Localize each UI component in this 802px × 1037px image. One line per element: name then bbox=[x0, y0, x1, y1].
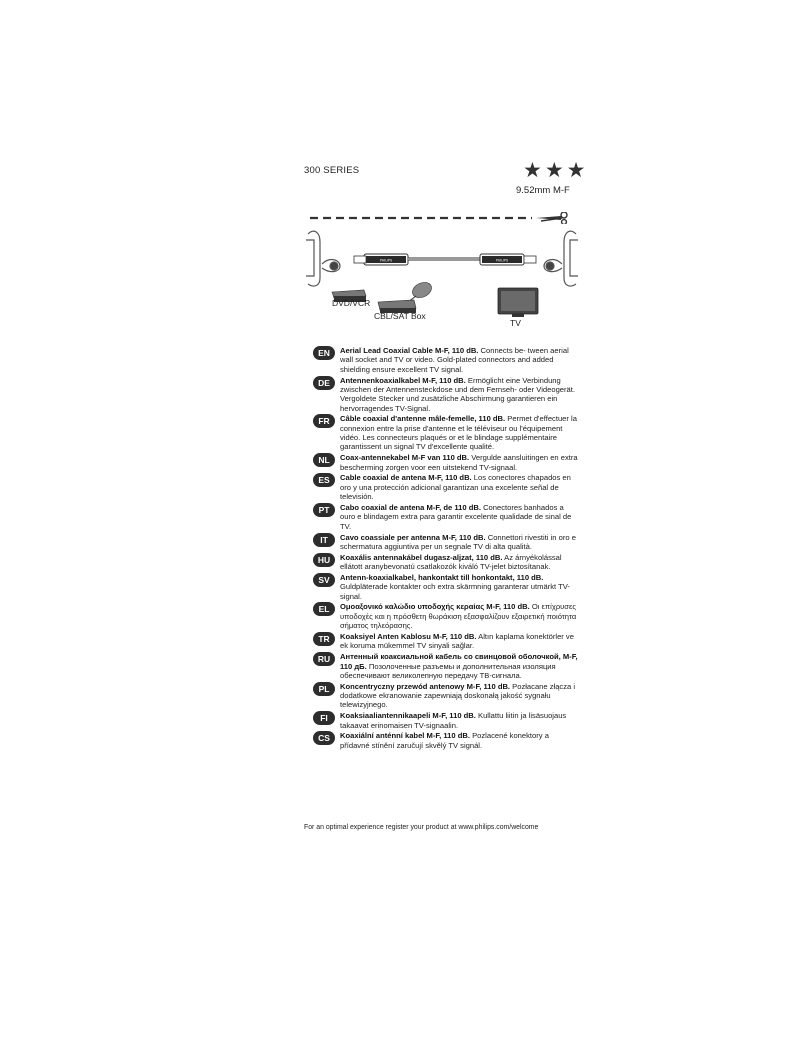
lang-body: Guldpläterade kontakter och extra skärmning garanterar utmärkt TV-signal. bbox=[340, 582, 570, 601]
brand-label-left: PHILIPS bbox=[379, 258, 393, 263]
lang-body: Pozłacane złącza i dodatkowe ekranowanie zapewniają doskonałą jakość sygnału telewizyjnego. bbox=[340, 681, 576, 710]
lang-title: Coax-antennekabel M-F van 110 dB. bbox=[340, 453, 470, 463]
lang-title: Koaksiyel Anten Kablosu M-F, 110 dB. bbox=[340, 631, 477, 641]
lang-text bbox=[340, 632, 579, 651]
lang-text bbox=[340, 602, 579, 630]
lang-text bbox=[340, 573, 579, 601]
lang-body: Conectores banhados a ouro e blindagem extra para garantir excelente qualidade de sinal de TV. bbox=[340, 503, 572, 531]
lang-text bbox=[340, 533, 579, 552]
scissors-icon bbox=[536, 212, 567, 224]
lang-text bbox=[340, 503, 579, 531]
lang-body: Az árnyékolással ellátott aranybevonatú csatlakozók kiváló TV-jelet biztosítanak. bbox=[340, 552, 562, 572]
lang-body: Kullattu liitin ja lisäsuojaus takaavat erinomaisen TV-signaalin. bbox=[340, 711, 567, 730]
lang-entry-fi bbox=[313, 711, 579, 730]
rating-stars: ★★★ bbox=[523, 159, 589, 182]
lang-title: Koncentryczny przewód antenowy M-F, 110 dB. bbox=[340, 681, 511, 691]
lang-body: Οι επίχρυσες υποδοχές και η πρόσθετη θωράκιση εξασφαλίζουν εξαιρετική ποιότητα σήματος τηλεόρασης. bbox=[340, 602, 577, 631]
lang-title: Koaksiaaliantennikaapeli M-F, 110 dB. bbox=[340, 711, 476, 721]
lang-text bbox=[340, 346, 579, 374]
lang-title: Cavo coassiale per antenna M-F, 110 dB. bbox=[340, 532, 486, 542]
lang-text bbox=[340, 682, 579, 710]
lang-badge: TR bbox=[313, 632, 335, 646]
lang-entry-es bbox=[313, 473, 579, 501]
lang-badge: NL bbox=[313, 453, 335, 467]
lang-text bbox=[340, 473, 579, 501]
lang-text bbox=[340, 414, 579, 451]
lang-body: Altın kaplama konektörler ve ek koruma mükemmel TV sinyali sağlar. bbox=[340, 631, 574, 651]
lang-title: Antenn-koaxialkabel, hankontakt till honkontakt, 110 dB. bbox=[340, 572, 544, 582]
lang-text bbox=[340, 553, 579, 572]
lang-body: Permet d'effectuer la connexion entre la prise d'antenne et le téléviseur ou l'équipement vidéo. Les connecteurs plaqués or et le blindage supplémentaire garantissent un signal TV d'excellente qualité. bbox=[340, 414, 577, 452]
lang-entry-sv bbox=[313, 573, 579, 601]
lang-title: Aerial Lead Coaxial Cable M-F, 110 dB. bbox=[340, 346, 479, 355]
lang-entry-pt bbox=[313, 503, 579, 531]
lang-text bbox=[340, 652, 579, 680]
lang-badge: CS bbox=[313, 731, 335, 745]
lang-badge: FR bbox=[313, 414, 335, 428]
lang-text bbox=[340, 453, 579, 472]
register-footer: For an optimal experience register your product at www.philips.com/welcome bbox=[304, 824, 539, 831]
lang-body: Pozlacené konektory a přídavné stínění zaručují skvělý TV signál. bbox=[340, 731, 549, 750]
lang-entry-hu bbox=[313, 553, 579, 572]
left-wall-socket bbox=[306, 231, 340, 286]
lang-badge: IT bbox=[313, 533, 335, 547]
lang-body: Connettori rivestiti in oro e schermatura aggiuntiva per un segnale TV di alta qualità. bbox=[340, 532, 576, 551]
lang-title: Koaxális antennakábel dugasz-aljzat, 110 dB. bbox=[340, 552, 503, 562]
lang-badge: PT bbox=[313, 503, 335, 517]
lang-title: Ομοαξονικό καλώδιο υποδοχής κεραίας M-F, 110 dB. bbox=[340, 602, 530, 612]
lang-body: Vergulde aansluitingen en extra bescherming zorgen voor een uitstekend TV-signaal. bbox=[340, 453, 578, 472]
tv-label: TV bbox=[510, 318, 521, 328]
lang-entry-ru bbox=[313, 652, 579, 680]
lang-text bbox=[340, 731, 579, 750]
lang-entry-pl bbox=[313, 682, 579, 710]
lang-title: Cabo coaxial de antena M-F, de 110 dB. bbox=[340, 503, 481, 512]
cable bbox=[354, 254, 536, 265]
language-list bbox=[313, 346, 579, 752]
lang-text bbox=[340, 376, 579, 413]
lang-badge: SV bbox=[313, 573, 335, 587]
lang-entry-de bbox=[313, 376, 579, 413]
lang-badge: EL bbox=[313, 602, 335, 616]
lang-badge: EN bbox=[313, 346, 335, 360]
lang-badge: FI bbox=[313, 711, 335, 725]
lang-body: Ermöglicht eine Verbindung zwischen der Antennensteckdose und dem Fernseh- oder Videogerät. Vergoldete Stecker und zusätzliche Abschirmung garantieren ein hervorragendes TV-Signal. bbox=[340, 375, 575, 413]
lang-title: Антенный коаксиальной кабель со свинцовой оболочкой, M-F, 110 дБ. bbox=[340, 652, 578, 671]
lang-entry-tr bbox=[313, 632, 579, 651]
lang-badge: DE bbox=[313, 376, 335, 390]
lang-entry-nl bbox=[313, 453, 579, 472]
lang-body: Позолоченные разъемы и дополнительная изоляция обеспечивают великолепную передачу ТВ-сигнала. bbox=[340, 661, 556, 680]
lang-badge: RU bbox=[313, 652, 335, 666]
lang-entry-fr bbox=[313, 414, 579, 451]
cbl-sat-box-label: CBL/SAT Box bbox=[374, 311, 426, 321]
lang-entry-en bbox=[313, 346, 579, 374]
satellite-box-icon bbox=[378, 279, 434, 313]
lang-title: Câble coaxial d'antenne mâle-femelle, 110 dB. bbox=[340, 414, 506, 424]
lang-entry-cs bbox=[313, 731, 579, 750]
lang-title: Antennenkoaxialkabel M-F, 110 dB. bbox=[340, 375, 466, 385]
lang-title: Cable coaxial de antena M-F, 110 dB. bbox=[340, 473, 472, 483]
lang-title: Koaxiální anténní kabel M-F, 110 dB. bbox=[340, 731, 470, 741]
right-wall-socket bbox=[544, 231, 578, 286]
lang-text bbox=[340, 711, 579, 730]
lang-body: Los conectores chapados en oro y una protección adicional garantizan una excelente señal de televisión. bbox=[340, 473, 571, 502]
cut-line bbox=[310, 212, 570, 224]
tv-icon bbox=[498, 288, 538, 317]
dvd-vcr-label: DVD/VCR bbox=[332, 298, 371, 308]
brand-label-right: PHILIPS bbox=[495, 258, 509, 263]
cable-spec: 9.52mm M-F bbox=[516, 185, 570, 196]
lang-body: Connects be- tween aerial wall socket and TV or video. Gold-plated connectors and added shielding ensure excellent TV signal. bbox=[340, 346, 569, 374]
lang-badge: HU bbox=[313, 553, 335, 567]
series-title: 300 SERIES bbox=[304, 165, 360, 176]
lang-badge: ES bbox=[313, 473, 335, 487]
lang-badge: PL bbox=[313, 682, 335, 696]
lang-entry-el bbox=[313, 602, 579, 630]
cable-diagram bbox=[304, 226, 580, 326]
lang-entry-it bbox=[313, 533, 579, 552]
